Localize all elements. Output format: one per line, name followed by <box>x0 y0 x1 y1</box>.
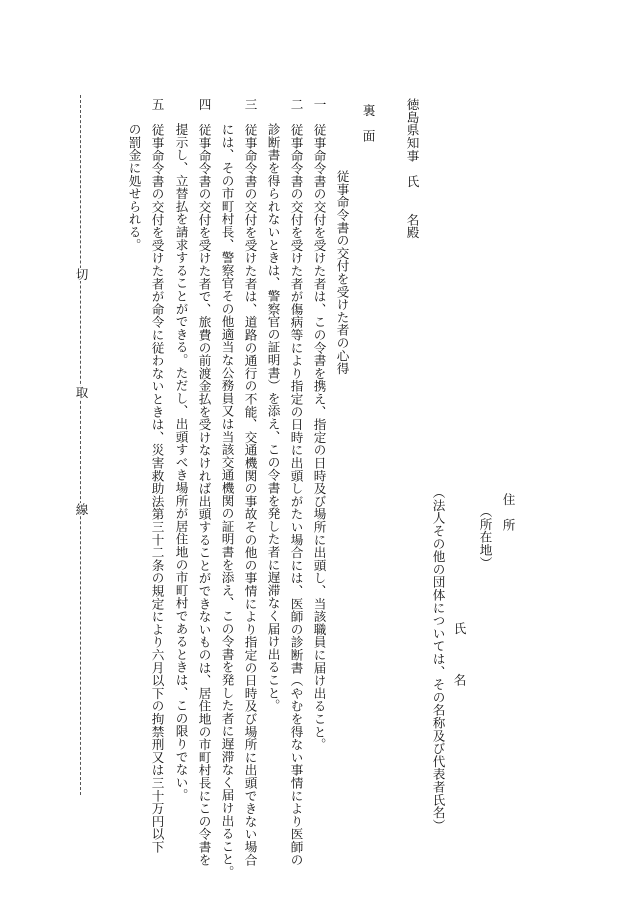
item-3-line-2: には、その市町村長、警察官その他適当な公務員又は当該交通機関の証明書を添え、この令書を発した者に遅滞なく届け出ること。 <box>219 123 235 879</box>
item-4-line-1: 四 従事命令書の交付を受けた者で、旅費の前渡金払を受けなければ出頭することができないものは、居住地の市町村長にこの令書を <box>196 98 212 866</box>
item-2-line-1: 二 従事命令書の交付を受けた者が傷病等により指定の日時に出頭しがたい場合には、医師の診断書（やむを得ない事情により医師の <box>288 98 304 866</box>
cut-line-char-3: 線 <box>73 503 89 516</box>
cut-line-char-2: 取 <box>73 386 89 399</box>
item-3-line-1: 三 従事命令書の交付を受けた者は、道路の通行の不能、交通機関の事故その他の事情により指定の日時及び場所に出頭できない場合 <box>242 98 258 866</box>
item-4-line-2: 提示し、立替払を請求することができる。ただし、出頭すべき場所が居住地の市町村であるときは、この限りでない。 <box>173 123 189 802</box>
name-label: 氏 名 <box>451 622 467 686</box>
recipient-line: 徳島県知事 氏 名殿 <box>404 98 420 239</box>
address-label: 住 所 <box>500 493 516 532</box>
item-2-line-2: 診断書を得られないときは、警察官の証明書）を添え、この令書を発した者に遅滞なく届け出ること。 <box>265 123 281 712</box>
back-side-label: 裏 面 <box>360 104 376 143</box>
location-label: （所在地） <box>477 505 493 569</box>
item-1-line-1: 一 従事命令書の交付を受けた者は、この令書を携え、指定の日時及び場所に出頭し、当該職員に届け出ること。 <box>311 98 327 751</box>
cut-line-char-1: 切 <box>73 268 89 281</box>
cut-line <box>80 95 81 795</box>
corporate-note: （法人その他の団体については、その名称及び代表者氏名） <box>430 486 446 832</box>
item-5-line-1: 五 従事命令書の交付を受けた者が命令に従わないときは、災害救助法第三十二条の規定により六月以下の拘禁刑又は三十万円以下 <box>149 98 165 854</box>
guidelines-title: 従事命令書の交付を受けた者の心得 <box>334 170 350 375</box>
item-5-line-2: の罰金に処せられる。 <box>126 123 142 251</box>
